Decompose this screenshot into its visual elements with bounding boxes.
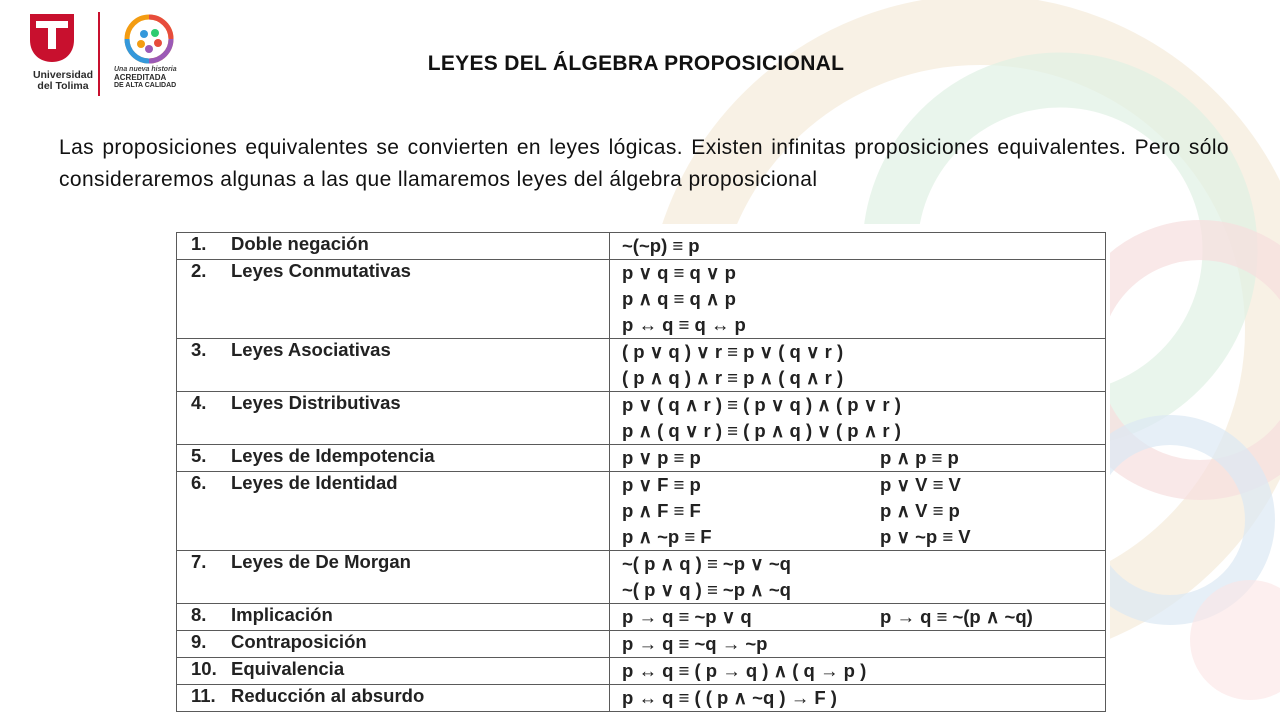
law-formula: p ∧ F ≡ F (622, 500, 701, 521)
law-row (177, 631, 1106, 658)
law-formulas-cell (610, 604, 1106, 631)
law-formula: p → q ≡ ~(p ∧ ~q) (880, 606, 1033, 627)
law-formulas-cell (610, 233, 1106, 260)
law-row (177, 658, 1106, 685)
law-formula: ~(~p) ≡ p (622, 235, 700, 256)
law-formula: p → q ≡ ~q → ~p (622, 633, 768, 654)
law-formula: p ∨ p ≡ p (622, 447, 701, 468)
law-number: 2. (191, 260, 207, 281)
law-formula: p ∨ V ≡ V (880, 474, 961, 495)
law-formula: p ∧ p ≡ p (880, 447, 959, 468)
law-formula: ~( p ∧ q ) ≡ ~p ∨ ~q (622, 553, 791, 574)
law-formula: p ∧ V ≡ p (880, 500, 960, 521)
law-formula: ~( p ∨ q ) ≡ ~p ∧ ~q (622, 579, 791, 600)
law-formula: p ↔ q ≡ ( ( p ∧ ~q ) → F ) (622, 687, 837, 708)
law-name-cell (177, 472, 610, 551)
law-name: Leyes Asociativas (231, 339, 391, 360)
law-row (177, 392, 1106, 445)
university-name: Universidad del Tolima (32, 69, 94, 92)
law-name-cell (177, 445, 610, 472)
law-name-cell (177, 392, 610, 445)
law-number: 5. (191, 445, 207, 466)
law-formulas-cell (610, 631, 1106, 658)
law-name-cell (177, 685, 610, 712)
law-number: 4. (191, 392, 207, 413)
law-name: Leyes Conmutativas (231, 260, 411, 281)
law-formula: p ↔ q ≡ q ↔ p (622, 314, 746, 335)
law-formulas-cell (610, 445, 1106, 472)
law-formulas-cell (610, 339, 1106, 392)
law-name: Leyes de De Morgan (231, 551, 411, 572)
law-name: Leyes Distributivas (231, 392, 401, 413)
law-name-cell (177, 631, 610, 658)
law-name-cell (177, 658, 610, 685)
law-number: 11. (191, 685, 216, 706)
law-formulas-cell (610, 658, 1106, 685)
accreditation-text: Una nueva historia ACREDITADA DE ALTA CALIDAD (114, 66, 177, 89)
law-row (177, 445, 1106, 472)
law-name: Equivalencia (231, 658, 345, 679)
law-formula: p ∧ ( q ∨ r ) ≡ ( p ∧ q ) ∨ ( p ∧ r ) (622, 420, 901, 441)
law-formulas-cell (610, 551, 1106, 604)
law-formula: p ↔ q ≡ ( p → q ) ∧ ( q → p ) (622, 660, 867, 681)
law-formula-pair (622, 524, 1105, 550)
law-number: 7. (191, 551, 207, 572)
law-number: 8. (191, 604, 207, 625)
law-formulas-cell (610, 392, 1106, 445)
law-name-cell (177, 233, 610, 260)
law-formula-pair (622, 604, 1105, 630)
law-name: Implicación (231, 604, 333, 625)
law-name-cell (177, 604, 610, 631)
law-formula: p ∧ ~p ≡ F (622, 526, 712, 547)
laws-table-image (150, 224, 1110, 708)
law-name: Leyes de Identidad (231, 472, 398, 493)
law-row (177, 604, 1106, 631)
law-formula-pair (622, 445, 1105, 471)
law-name-cell (177, 551, 610, 604)
law-formula: ( p ∨ q ) ∨ r ≡ p ∨ ( q ∨ r ) (622, 341, 844, 362)
law-number: 1. (191, 233, 207, 254)
law-row (177, 339, 1106, 392)
laws-table (176, 232, 1106, 712)
law-formula: p ∨ ( q ∧ r ) ≡ ( p ∨ q ) ∧ ( p ∨ r ) (622, 394, 901, 415)
law-number: 10. (191, 658, 217, 679)
law-formula: p → q ≡ ~p ∨ q (622, 606, 752, 627)
law-row (177, 233, 1106, 260)
law-formula: p ∨ q ≡ q ∨ p (622, 262, 736, 283)
intro-paragraph: Las proposiciones equivalentes se convierten en leyes lógicas. Existen infinitas proposiciones equivalentes. Pero sólo consideraremos algunas a las que llamaremos leyes del álgebra proposicional (59, 136, 1229, 191)
law-row (177, 472, 1106, 551)
law-name-cell (177, 260, 610, 339)
law-name: Leyes de Idempotencia (231, 445, 435, 466)
law-row (177, 551, 1106, 604)
law-row (177, 685, 1106, 712)
law-row (177, 260, 1106, 339)
law-name: Contraposición (231, 631, 367, 652)
law-number: 9. (191, 631, 207, 652)
law-formula-pair (622, 472, 1105, 498)
law-formulas-cell (610, 685, 1106, 712)
law-formula: ( p ∧ q ) ∧ r ≡ p ∧ ( q ∧ r ) (622, 367, 844, 388)
law-name: Reducción al absurdo (231, 685, 425, 706)
law-name: Doble negación (231, 233, 369, 254)
law-formula: p ∨ ~p ≡ V (880, 526, 971, 547)
law-formula: p ∧ q ≡ q ∧ p (622, 288, 736, 309)
law-formula-pair (622, 498, 1105, 524)
law-name-cell (177, 339, 610, 392)
law-number: 3. (191, 339, 207, 360)
law-formulas-cell (610, 260, 1106, 339)
law-formula: p ∨ F ≡ p (622, 474, 701, 495)
law-formulas-cell (610, 472, 1106, 551)
law-number: 6. (191, 472, 207, 493)
page-title: LEYES DEL ÁLGEBRA PROPOSICIONAL (427, 52, 845, 75)
